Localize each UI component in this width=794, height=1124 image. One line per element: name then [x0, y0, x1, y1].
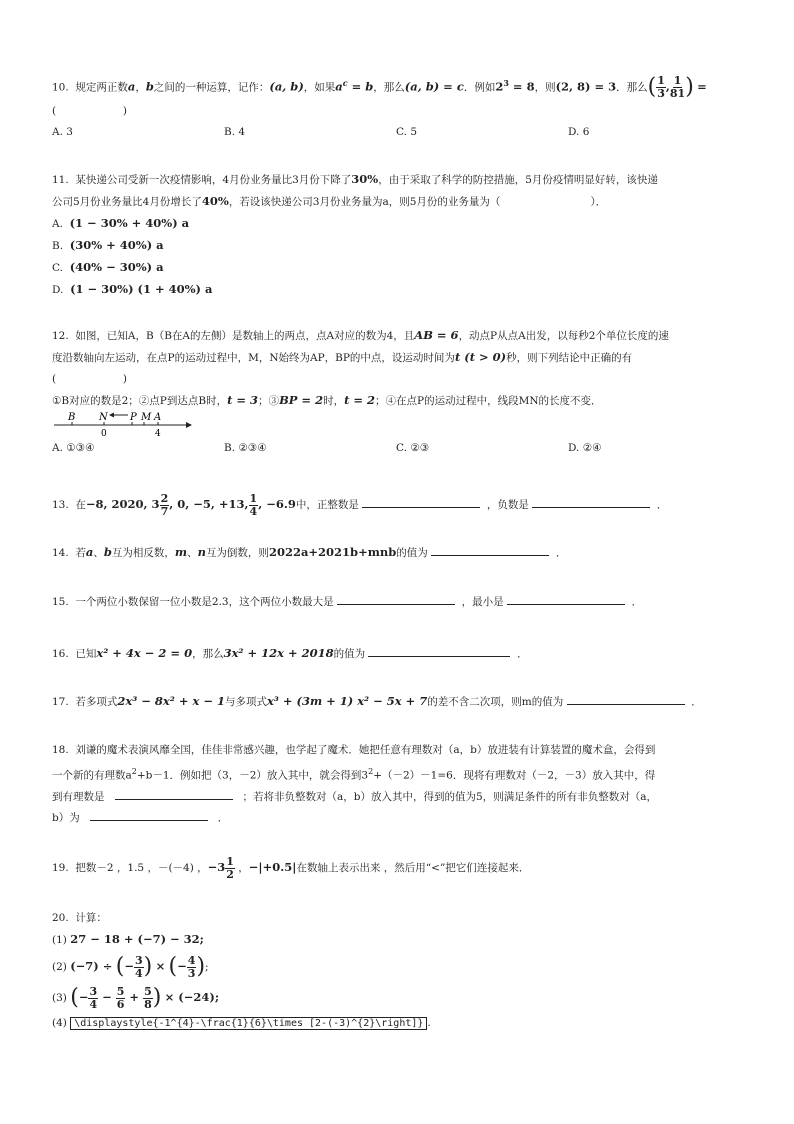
math: , −6.9 — [258, 497, 296, 511]
math: = — [697, 79, 707, 94]
question-number: 12. — [52, 330, 69, 342]
answer-blank[interactable] — [362, 495, 480, 508]
question-15 — [52, 592, 750, 613]
text: ，那么 — [192, 648, 224, 660]
label-n: N — [99, 412, 108, 423]
option-c: C. (40% − 30%) a — [52, 260, 164, 274]
label-four: 4 — [155, 429, 161, 437]
text: ）． — [590, 196, 607, 208]
fraction: $\frac{1}{4}$ — [249, 491, 258, 518]
answer-blank[interactable] — [507, 592, 625, 605]
math: n — [197, 545, 206, 559]
fraction: $\frac{5}{6}$ — [116, 984, 125, 1011]
question-number: 15. — [52, 596, 69, 608]
fraction: $\frac{1}{3}$ — [657, 74, 665, 100]
text: ；若将非负整数对（a，b）放入其中，得到的值为5，则满足条件的所有非负整数对（a， — [242, 790, 657, 803]
option-b: B. ②③④ — [224, 442, 267, 454]
text: 秒，则下列结论中正确的有 — [506, 352, 633, 364]
math: BP = 2 — [279, 393, 324, 407]
question-14 — [52, 542, 750, 564]
text: ， — [135, 81, 146, 94]
text: ． — [656, 499, 668, 511]
raw-latex-box: \displaystyle{-1^{4}-\frac{1}{6}\times [2-(-3)^{2}\right]} — [70, 1017, 427, 1030]
arrow-head-icon — [109, 413, 114, 418]
question-11 — [52, 169, 750, 301]
fraction: $\frac{3}{4}$ — [134, 953, 143, 980]
question-number: 10. — [52, 81, 69, 94]
math: (2, 8) = 3 — [555, 79, 617, 94]
fraction: $\frac{2}{7}$ — [160, 491, 169, 518]
text: 一个新的有理数a — [52, 769, 132, 782]
answer-blank[interactable] — [532, 495, 650, 508]
question-17 — [52, 691, 750, 713]
math: × (−24); — [164, 990, 220, 1004]
math: = 8 — [508, 79, 535, 94]
text: ．例如 — [463, 81, 496, 94]
text: +（－2）－1=6．现将有理数对（－2，－3）放入其中，得 — [373, 769, 656, 782]
option-a: A. ①③④ — [52, 442, 95, 454]
math: −8, 2020, 3 — [85, 497, 160, 511]
math: b — [103, 545, 112, 559]
option-b: B. (30% + 40%) a — [52, 238, 164, 252]
math: b — [145, 79, 154, 94]
answer-blank[interactable] — [115, 787, 233, 800]
option-d: D. (1 − 30%) (1 + 40%) a — [52, 282, 213, 296]
question-number: 20. — [52, 912, 69, 924]
text: ，最小是 — [461, 596, 504, 608]
question-number: 11. — [52, 174, 69, 186]
label-a: A — [154, 412, 162, 423]
text: ． — [517, 648, 528, 660]
math: a — [335, 79, 343, 94]
text: ，若设该快递公司3月份业务量为a，则5月份的业务量为（ — [228, 196, 501, 208]
part-label: (1) — [52, 934, 67, 946]
fraction: $\frac{1}{81}$ — [669, 74, 686, 100]
question-number: 18. — [52, 744, 69, 756]
question-12 — [52, 325, 750, 412]
math: c — [342, 78, 348, 88]
answer-blank[interactable] — [337, 592, 455, 605]
text: ． — [217, 811, 229, 824]
option-d: D. 6 — [568, 125, 590, 138]
text: 公司5月份业务量比4月份增长了 — [52, 196, 202, 208]
text: 与多项式 — [224, 696, 267, 708]
text: 一个两位小数保留一位小数是2.3，这个两位小数最大是 — [75, 596, 334, 608]
text: 之间的一种运算，记作： — [153, 81, 270, 94]
option-d: D. ②④ — [568, 442, 602, 454]
text: . — [427, 1017, 431, 1029]
answer-blank[interactable] — [567, 692, 685, 705]
text: 的值为 — [396, 547, 428, 559]
text: 中，正整数是 — [295, 499, 359, 511]
part-label: (2) — [52, 961, 67, 973]
label-p: P — [130, 412, 137, 423]
text: 计算： — [75, 912, 107, 924]
text: ，负数是 — [486, 499, 529, 511]
math: = b — [347, 79, 374, 94]
math: 27 − 18 + (−7) − 32; — [70, 932, 204, 946]
math: t (t > 0) — [454, 350, 507, 364]
math: 3 — [503, 78, 509, 88]
math: 40% — [201, 194, 229, 208]
fraction: $\frac{3}{4}$ — [89, 984, 98, 1011]
number-line-figure — [52, 411, 192, 437]
question-number: 17. — [52, 696, 69, 708]
part-label: (4) — [52, 1017, 67, 1029]
text: 度沿数轴向左运动，在点P的运动过程中，M，N始终为AP，BP的中点，设运动时间为 — [52, 352, 455, 364]
option-b: B. 4 — [224, 125, 246, 138]
answer-blank[interactable] — [431, 543, 549, 556]
math: 2022a+2021b+mnb — [268, 545, 397, 559]
text: 规定两正数 — [75, 81, 128, 94]
question-18 — [52, 740, 750, 829]
text: ；③ — [258, 395, 280, 407]
text: ; — [205, 961, 209, 973]
fraction: $\frac{4}{3}$ — [187, 953, 196, 980]
text: 某快递公司受新一次疫情影响，4月份业务量比3月份下降了 — [75, 174, 352, 186]
answer-blank[interactable] — [90, 808, 208, 821]
text: ． — [631, 596, 643, 608]
math: −3 — [207, 860, 226, 874]
part-label: (3) — [52, 992, 67, 1004]
text: 把数－2 ，1.5 ，－(－4) ， — [75, 862, 208, 874]
math: 2 — [495, 79, 504, 94]
question-13 — [52, 490, 750, 519]
question-number: 14. — [52, 547, 69, 559]
math: (a, b) — [269, 79, 304, 94]
math: a — [85, 545, 94, 559]
text: 互为倒数，则 — [205, 547, 269, 559]
text: 刘谦的魔术表演风靡全国，佳佳非常感兴趣，也学起了魔术．她把任意有理数对（a，b）放进装有计算装置的魔术盒，会得到 — [75, 744, 656, 756]
math: m — [174, 545, 188, 559]
text: b）为 — [52, 811, 80, 824]
text: ． — [691, 696, 702, 708]
math: × — [155, 959, 166, 973]
question-19 — [52, 852, 750, 883]
label-m: M — [141, 412, 152, 423]
text: 、 — [187, 547, 198, 559]
math: , 0, −5, +13, — [169, 497, 249, 511]
text: 2 — [368, 767, 374, 776]
text: 2 — [131, 767, 137, 776]
text: ，那么 — [373, 81, 405, 94]
text: 已知 — [75, 648, 97, 660]
text: 在 — [75, 499, 86, 511]
text: 、 — [93, 547, 104, 559]
fraction: $\frac{1}{2}$ — [226, 854, 234, 881]
text: 若 — [75, 547, 86, 559]
math: (a, b) = c — [404, 79, 464, 94]
text: ． — [555, 547, 567, 559]
math: 30% — [351, 172, 379, 186]
math: x³ + (3m + 1) x² − 5x + 7 — [266, 694, 428, 708]
answer-blank[interactable] — [368, 644, 510, 657]
option-a: A. 3 — [52, 125, 73, 138]
question-16 — [52, 643, 750, 665]
label-zero: 0 — [101, 429, 107, 437]
text: ；④在点P的运动过程中，线段MN的长度不变． — [375, 395, 602, 407]
label-b: B — [68, 412, 76, 423]
text: 若多项式 — [75, 696, 118, 708]
question-number: 19. — [52, 862, 69, 874]
text: 在数轴上表示出来 ，然后用“<”把它们连接起来． — [296, 862, 530, 874]
text: ，则 — [534, 81, 556, 94]
math: 3x² + 12x + 2018 — [223, 646, 334, 660]
option-a: A. (1 − 30% + 40%) a — [52, 216, 190, 230]
math: t = 2 — [344, 393, 376, 407]
math: t = 3 — [227, 393, 259, 407]
text: ，动点P从点A出发，以每秒2个单位长度的速 — [458, 330, 669, 342]
text: ①B对应的数是2；②点P到达点B时， — [52, 395, 228, 407]
text: ，由于采取了科学的防控措施，5月份疫情明显好转，该快递 — [378, 174, 658, 186]
question-12-options — [52, 438, 750, 459]
text: 时， — [323, 395, 345, 407]
question-number: 16. — [52, 648, 69, 660]
text: +b－1．例如把（3，－2）放入其中，就会得到3 — [136, 769, 369, 782]
math: x² + 4x − 2 = 0 — [96, 646, 193, 660]
option-c: C. ②③ — [396, 442, 430, 454]
text: 的差不含二次项，则m的值为 — [427, 696, 564, 708]
text: 互为相反数， — [111, 547, 175, 559]
text: ， — [238, 862, 249, 874]
text: 的值为 — [333, 648, 366, 660]
question-20: 20. 计算： (1) 27 − 18 + (−7) − 32; (2) (−7) ÷ (− $\frac{3}{4}$ ) × (− $\frac{4}{3}$ ); (3) (− $\frac{3}{4}$ − $\frac{5}{6}$ + $\frac{5}{8}$ ) × (−24); (4) \displaystyle{-1^{4}-\frac{1}{6}\times [2-(-3)^{2}\right]} . — [52, 912, 431, 1029]
option-c: C. 5 — [396, 125, 418, 138]
math: a — [127, 79, 136, 94]
fraction: $\frac{5}{8}$ — [144, 984, 152, 1011]
axis-arrow-icon — [186, 422, 192, 428]
text: 如图，已知A，B（B在A的左侧）是数轴上的两点，点A对应的数为4，且 — [75, 330, 415, 342]
text: 到有理数是 — [52, 790, 105, 803]
text: ，如果 — [303, 81, 336, 94]
math: AB = 6 — [414, 328, 459, 342]
math: −|+0.5| — [248, 860, 297, 874]
answer-paren: ( ) — [52, 104, 127, 117]
answer-paren: ( ) — [52, 373, 127, 385]
math: (−7) ÷ — [70, 959, 113, 973]
math: 2x³ − 8x² + x − 1 — [117, 694, 225, 708]
text: ．那么 — [616, 81, 648, 94]
question-number: 13. — [52, 499, 69, 511]
question-10: 10. 规定两正数a，b之间的一种运算，记作：(a, b)，如果$a^c = b$，那么(a, b) = c．例如$2^3 = 8$，则(2, 8) = 3．那么( $\frac{1}{3}$ , $\frac{1}{81}$ ) = ( ) A. 3 B. 4 C. 5 D. 6 — [52, 70, 750, 143]
